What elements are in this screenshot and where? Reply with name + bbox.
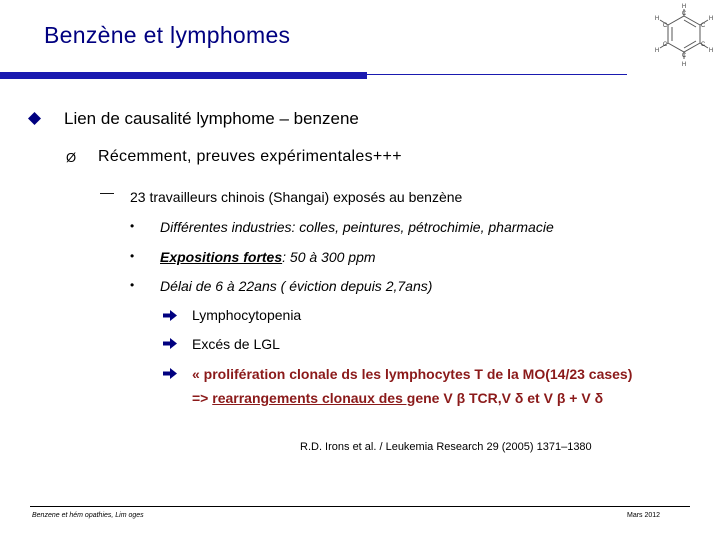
right-arrow-icon <box>163 368 177 379</box>
bullet-causality: Lien de causalité lymphome – benzene <box>64 109 359 128</box>
molecule-carbon-label: C <box>700 23 706 29</box>
molecule-carbon-label: C <box>681 11 687 17</box>
dot-bullet: • <box>130 219 135 233</box>
molecule-hydrogen-label: H <box>708 48 714 54</box>
result-clonal-rearrangements <box>192 390 603 406</box>
molecule-hydrogen-label: H <box>654 48 660 54</box>
result-clonal-proliferation: « prolifération clonale ds les lymphocytes T de la MO(14/23 cases) <box>192 366 633 382</box>
molecule-carbon-label: C <box>662 42 668 48</box>
right-arrow-icon <box>163 310 177 321</box>
footer-presentation-title: Benzene et hém opathies, Lim oges <box>32 512 144 519</box>
rearrangement-emphasis: rearrangements clonaux des g <box>212 390 416 406</box>
molecule-carbon-label: C <box>700 42 706 48</box>
exposures-emphasis: Expositions fortes <box>160 249 283 265</box>
sub-item-delay: Délai de 6 à 22ans ( éviction depuis 2,7ans) <box>160 278 433 294</box>
title-accent-bar <box>0 72 367 79</box>
molecule-carbon-label: C <box>662 23 668 29</box>
title-underline <box>367 74 627 75</box>
slide-title: Benzène et lymphomes <box>44 22 291 48</box>
exposures-detail: : 50 à 300 ppm <box>282 249 376 265</box>
right-arrow-icon <box>163 338 177 349</box>
dot-bullet: • <box>130 249 135 263</box>
result-lymphocytopenia: Lymphocytopenia <box>192 307 302 323</box>
molecule-hydrogen-label: H <box>654 16 660 22</box>
arrowhead-bullet-icon: Ø <box>66 150 77 165</box>
footer-divider <box>30 506 690 507</box>
footer-date: Mars 2012 <box>627 512 661 519</box>
molecule-hydrogen-label: H <box>708 16 714 22</box>
sub-item-exposures <box>160 249 376 265</box>
rearrangement-detail: ene V β TCR,V δ et V β + V δ <box>415 390 604 406</box>
benzene-molecule-icon <box>648 2 720 68</box>
molecule-carbon-label: C <box>681 53 687 59</box>
molecule-hydrogen-label: H <box>681 62 687 68</box>
citation-reference: R.D. Irons et al. / Leukemia Research 29 (2005) 1371–1380 <box>300 441 592 453</box>
item-workers: 23 travailleurs chinois (Shangai) exposés au benzène <box>130 189 463 205</box>
diamond-bullet-icon <box>28 112 41 125</box>
dash-bullet: — <box>100 184 114 200</box>
molecule-hydrogen-label: H <box>681 4 687 10</box>
rearrangement-prefix: => <box>192 390 213 406</box>
result-lgl-excess: Excés de LGL <box>192 336 280 352</box>
bullet-recent-evidence: Récemment, preuves expérimentales+++ <box>98 148 402 165</box>
dot-bullet: • <box>130 278 135 292</box>
sub-item-industries: Différentes industries: colles, peintures, pétrochimie, pharmacie <box>160 219 554 235</box>
